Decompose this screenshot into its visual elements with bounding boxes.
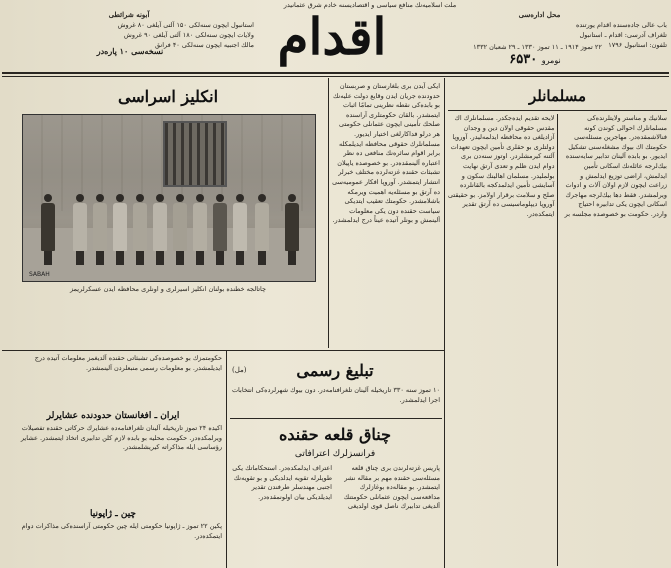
office-line: باب عالی جاده‌سنده اقدام یورتنده bbox=[575, 21, 667, 29]
prisoners-photo bbox=[22, 114, 316, 282]
official-notice-mark: (مل) bbox=[232, 366, 247, 374]
issue-number bbox=[480, 52, 590, 67]
column-rule bbox=[226, 351, 227, 568]
office-title: محل اداره‌سی bbox=[518, 10, 561, 19]
fortress-text: پاریس غزته‌لرندن بری چناق قلعه مسئله‌سی حقنده مهم بر مقاله نشر ایتمشدر. بو مقاله‌ده بوغازلرك مدافعه‌سی ایچون عثمانلی حکومتنك آلدیغی تدابیرك ناصل قوی اولدیغی اعتراف ایدلمکده‌در. استحکاماتك یکی طوپلرله تقویه ایدلدیکی و بو تقویه‌نك اجنبی مهندسلر طرفندن تقدیر ایدیلدیکی بیان اولونمقده‌در. bbox=[232, 464, 440, 511]
soldier-figure bbox=[41, 194, 55, 265]
prisoner-figure bbox=[73, 194, 87, 265]
issue-number-label: نومرو bbox=[541, 56, 561, 65]
prisoner-figure bbox=[233, 194, 247, 265]
prisoner-figure bbox=[255, 194, 269, 265]
soldier-figure bbox=[285, 194, 299, 265]
price-value: ۱۰ پاره‌در bbox=[96, 46, 129, 56]
column-rule bbox=[328, 78, 329, 348]
price-box bbox=[60, 46, 200, 60]
office-line: تلغراف آدرسی: اقدام ـ استانبول bbox=[579, 31, 667, 39]
fortress-headline: چناق قلعه حقنده bbox=[279, 425, 391, 444]
official-notice-headline: تبلیغ رسمی bbox=[296, 361, 374, 380]
price-label: نسخه‌سی bbox=[131, 46, 164, 56]
photo-credit: SABAH bbox=[29, 271, 50, 278]
issue-number-value: ۶۵۳۰ bbox=[509, 52, 538, 67]
prisoner-figure bbox=[133, 194, 147, 265]
column-rule bbox=[444, 78, 445, 568]
bottom-left-body-2: پکین ۲۲ تموز ـ ژاپونیا حکومتی ایله چین حکومتی آراسنده‌کی مذاکرات دوام ایتمکده‌در. bbox=[21, 522, 222, 540]
photo-headline: انکلیز اسراسی bbox=[117, 87, 219, 106]
photo-caption: چاتالجه خطنده بولنان انکلیز اسیرلری و اونلری محافظه ایدن عسکرلریمز bbox=[69, 285, 267, 293]
headline-underline bbox=[448, 110, 667, 111]
section-rule bbox=[2, 350, 444, 351]
prisoner-figure bbox=[153, 194, 167, 265]
official-notice-text: ۱۰ تموز سنه ۳۳۰ تاریخیله آلینان تلغرافنامه‌در. دون بیوك شهرلرده‌کی انتخابات اجرا ایدلمشدر. bbox=[231, 386, 440, 404]
bottom-left-subhead: ایران ـ افغانستان حدودنده عشایرلر bbox=[46, 411, 180, 421]
fortress-subhead: فرانسزلرك اعترافاتی bbox=[294, 449, 376, 459]
subscription-line: استانبول ایچون سنه‌لکی ۱۵۰ آلتی آیلغی ۸۰ غروش bbox=[117, 21, 254, 29]
bottom-left-body: اکیده ۲۴ تموز تاریخیله آلینان تلغرافنامه‌ده عشایرك حرکاتی حقنده تفصیلات ویرلمکده‌در. حکومت محلیه بو بابده لازم کلن تدابیری اتخاذ ایتمشدر. عشایر رؤساسی ایله مذاکراته کیریشلمشدر. bbox=[20, 424, 222, 452]
bottom-left-intro: حکومتمزك بو خصوصده‌کی تشبثاتی حقنده آلدیغمز معلومات آتیده درج ایدیلمشدر. بو معلومات رسمی منبعلردن آلینمشدر. bbox=[34, 354, 222, 372]
photo-window bbox=[163, 121, 227, 187]
office-line: تلفون: استانبول ۱۷۹۶ bbox=[608, 41, 667, 49]
right-article-text: سلانیك و مناستر ولایتلرنده‌کی مسلمانلرك احوالی کوندن کونه فنالاشمقده‌در. مهاجرین مسئله‌سی حکومتك اك بیوك مشغله‌سنی تشکیل ایدیور. بو بابده آلینان تدابیر سایه‌سنده بیك‌لرجه عائله‌نك اسکانی تأمین ایدلمش، اراضی توزیع ایدلمش و زراعت ایچون لازم اولان آلات و ادوات ویرلمشدر. فقط دها بیك‌لرجه مهاجرك اسکانی ایچون یکی تدابیره احتیاج واردر. حکومت بو خصوصده مجلسه بر لایحه تقدیم ایده‌جکدر. مسلمانلرك اك مقدس حقوقی اولان دین و وجدان آزادیلغی ده محافظه ایدلمه‌لیدر. آوروپا دولتلری بو حقلری تأمین ایچون تعهدات آلتنه کیرمشلردر. اوتوز سنه‌دن بری دوام ایدن ظلم و تعدی آرتق نهایت بولملیدر. مسلمان اهالینك سکون و آسایشی تأمین ایدلمدکجه بالقانلرده صلح و سلامت برقرار اولامز. بو حقیقتی آوروپا دیپلوماسیسی ده آرتق تقدیر ایتمکده‌در. bbox=[448, 114, 667, 218]
masthead-title: اقدام bbox=[277, 7, 387, 66]
masthead-rule-thin bbox=[2, 76, 669, 77]
prisoner-figure bbox=[173, 194, 187, 265]
subscription-title: آبونه شرائطی bbox=[108, 10, 150, 19]
issue-date-line: ۲۲ تموز ۱۹۱۴ ـ ۱۱ تموز ۱۳۳۰ ـ ۲۹ شعبان ۱۳۳۲ bbox=[473, 43, 602, 51]
prisoner-figure bbox=[193, 194, 207, 265]
subscription-line: ولایات ایچون سنه‌لکی ۱۸۰ آلتی آیلغی ۹۰ غروش bbox=[123, 31, 254, 39]
section-rule bbox=[230, 418, 442, 419]
prisoner-figure bbox=[93, 194, 107, 265]
prisoner-figure bbox=[213, 194, 227, 265]
bottom-left-subhead-2: چین ـ ژاپونیا bbox=[90, 509, 136, 519]
prisoner-figure bbox=[113, 194, 127, 265]
masthead-rule bbox=[2, 72, 669, 74]
masthead-top-line: ملت اسلامیه‌نك منافع سیاسی و اقتصادیسنه خادم شرق عثمانیدر bbox=[283, 1, 457, 9]
subscription-line: مالك اجنبیه ایچون سنه‌لکی ۴۰ فرانق bbox=[155, 41, 254, 49]
middle-column-text: ایکی آیدن بری بلغارستان و صربستان حدودنده جریان ایدن وقایع دولت علیه‌نك بو بابده‌کی نقطه نظرینی تمامًا اثبات ایتمشدر. بالقان حکومتلری آراسنده صلحك تأمینی ایچون عثمانلی حکومتی هر درلو فداکارلغی اختیار ایدیور. مسلمانلرك حقوقی محافظه ایدیلمکله برابر اقوام سائره‌نك منافعی ده نظر اعتباره آلینمقده‌در. بو خصوصده یاپیلان تشبثات حقنده غزته‌لرده مختلف خبرلر انتشار ایتمشدر. آوروپا افکار عمومیه‌سی ده آرتق بو مسئله‌یه اهمیت ویرمکه باشلامشدر. حکومتك تعقیب ایتدیکی سیاست حقنده دون یکی معلومات آلینمش و بونلر آتیده عیناً درج ایدلمشدر. bbox=[332, 82, 440, 225]
right-article-headline: مسلمانلر bbox=[528, 87, 587, 105]
photo-ground bbox=[23, 228, 315, 281]
